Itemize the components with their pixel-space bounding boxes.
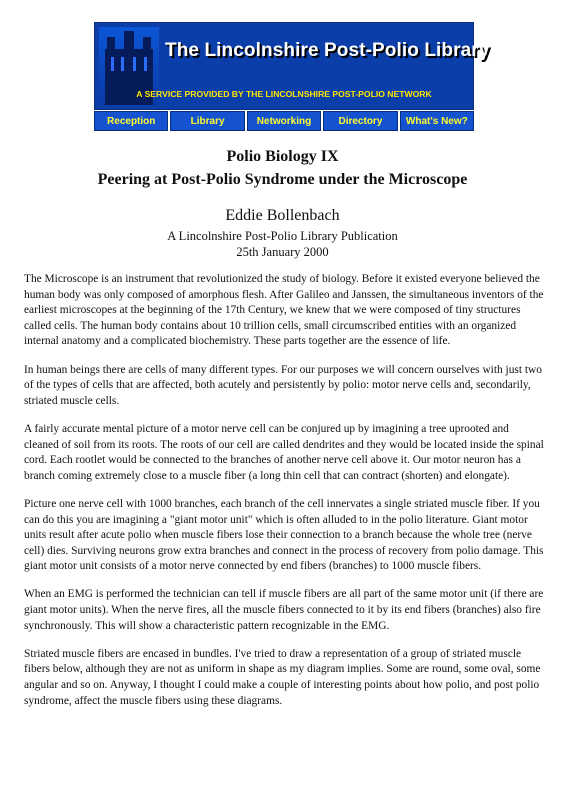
- paragraph: When an EMG is performed the technician can tell if muscle fibers are all part of the same motor unit (if there are giant motor units). When the nerve fires, all the muscle fibers connected to it by its end fibers (branches) also fire synchronously. This will show a characteristic pattern recognizable in the EMG.: [24, 588, 544, 632]
- article-title: Polio Biology IX: [226, 148, 339, 165]
- paragraph: The Microscope is an instrument that revolutionized the study of biology. Before it existed everyone believed the human body was only composed of amorphous flesh. After Galileo and Janssen, the simultaneous inventors of the earliest microscopes at the beginning of the 17th Century, we knew that we were composed of tiny structures called cells. The human body contains about 10 trillion cells, small circumscribed entities with an organized internal anatomy and a complicated biochemistry. These parts together are the essence of life.: [24, 273, 544, 348]
- article-date: 25th January 2000: [236, 245, 329, 259]
- nav-reception-button[interactable]: Reception: [94, 111, 168, 131]
- nav-networking-button[interactable]: Networking: [247, 111, 321, 131]
- paragraph: In human beings there are cells of many different types. For our purposes we will concern ourselves with just two of the types of cells that are affected, both acutely and persistently by polio: motor nerve cells and, secondarily, striated muscle cells.: [24, 363, 542, 407]
- nav-library-button[interactable]: Library: [170, 111, 244, 131]
- article-body: [24, 272, 544, 722]
- paragraph: A fairly accurate mental picture of a motor nerve cell can be conjured up by imagining a tree uprooted and cleaned of soil from its roots. The roots of our cell are called dendrites and they would be located inside the spinal cord. Each rootlet would be connected to the branches of another nerve cell above it. Our motor neuron has a branch coming extremely close to a muscle fiber (a long thin cell that can contract (shorten) and elongate).: [24, 422, 544, 482]
- paragraph: Picture one nerve cell with 1000 branches, each branch of the cell innervates a single striated muscle fiber. If you can do this you are imagining a "giant motor unit" which is often alluded to in the polio literature. Giant motor units result after acute polio when muscle fibers lose their connection to a branch because the whole tree (nerve cell) dies. Surviving neurons grow extra branches and connect in the process of recovery from polio damage. This giant motor unit consists of a motor nerve connected by end fibers (branches) to 1000 muscle fibers.: [24, 497, 544, 573]
- banner-title: The Lincolnshire Post-Polio Library: [165, 40, 490, 61]
- nav-whats-new-button[interactable]: What's New?: [400, 111, 474, 131]
- article-author: Eddie Bollenbach: [225, 207, 340, 224]
- article-subtitle: Peering at Post-Polio Syndrome under the Microscope: [97, 171, 468, 188]
- site-banner[interactable]: [94, 22, 490, 110]
- article-publication: A Lincolnshire Post-Polio Library Publication: [167, 229, 398, 243]
- paragraph: Striated muscle fibers are encased in bundles. I've tried to draw a representation of a group of striated muscle fibers below, although they are not as uniform in shape as my diagram implies. Some are round, some oval, some angular and so on. Anyway, I thought I could make a couple of interesting points about how polio, and post polio syndrome, affect the muscle fibers using these diagrams.: [24, 647, 541, 707]
- banner-subtitle: A SERVICE PROVIDED BY THE LINCOLNSHIRE POST-POLIO NETWORK: [136, 89, 432, 99]
- main-nav: [94, 111, 474, 129]
- nav-directory-button[interactable]: Directory: [323, 111, 397, 131]
